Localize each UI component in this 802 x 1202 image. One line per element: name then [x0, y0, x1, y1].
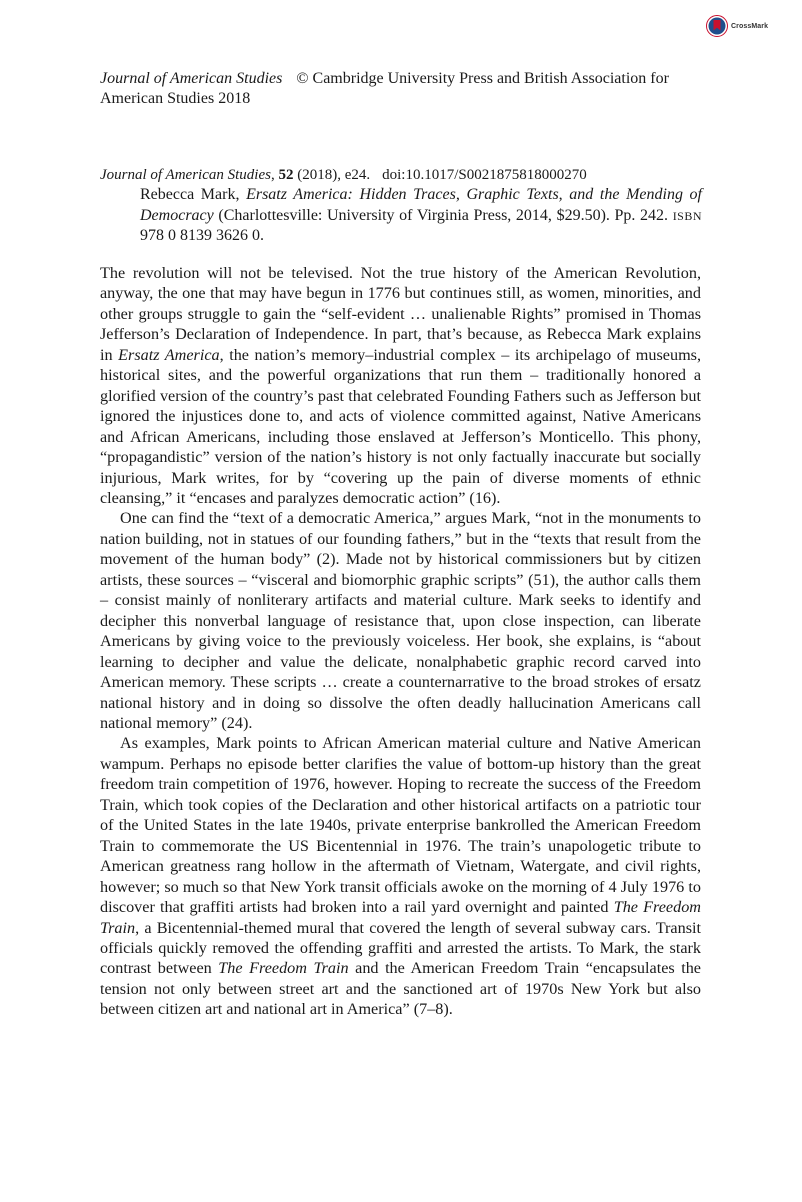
paragraph-3-text-a: As examples, Mark points to African American material culture and Native American wampum. Perhaps no episode better clarifies the value of bottom-up history than the great freedom train competition of 1976, however. Hoping to recreate the success of the Freedom Train, which took copies of the Declaration and other historical artifacts on a patriotic tour of the United States in the late 1940s, private enterprise bankrolled the American Freedom Train to commemorate the US Bicentennial in 1976. The train’s unapologetic tribute to American greatness rang hollow in the aftermath of Vietnam, Watergate, and civil rights, however; so much so that New York transit officials awoke on the morning of 4 July 1976 to discover that graffiti artists had broken into a rail yard overnight and painted [100, 734, 701, 917]
citation-journal-name: Journal of American Studies [100, 167, 271, 183]
isbn-label: ISBN [672, 208, 703, 223]
paragraph-3-mural-title-1: The Freedom Train [100, 898, 701, 937]
paragraph-1-book-title: Ersatz America [118, 345, 220, 364]
crossmark-label: CrossMark [731, 22, 769, 30]
book-isbn: 978 0 8139 3626 0. [140, 227, 264, 244]
paragraph-1-text-b: , the nation’s memory–industrial complex – its archipelago of museums, historical sites, and the powerful organizations that run them – traditionally honored a glorified version of the country’s past that celebrated Founding Fathers such as Jefferson but ignored the injustices done to, and acts of violence committed against, Native Americans and African Americans, including those enslaved at Jefferson’s Monticello. This phony, “propagandistic” version of the nation’s history is not only factually inaccurate but socially injurious, Mark writes, for by “covering up the pain of diverse moments of ethnic cleansing,” it “encases and paralyzes democratic action” (16). [100, 345, 702, 507]
reviewed-book [140, 185, 702, 247]
paragraph-3-text-b: , a Bicentennial-themed mural that covered the length of several subway cars. Transit officials quickly removed the offending graffiti and arrested the artists. To Mark, the stark contrast between [100, 918, 701, 978]
header-copyright: © Cambridge University Press and British Association for American Studies 2018 [100, 70, 669, 107]
header-journal-name: Journal of American Studies [100, 70, 283, 87]
paragraph-2 [100, 508, 701, 733]
review-citation [100, 165, 702, 247]
review-body [100, 263, 701, 1020]
book-publication: (Charlottesville: University of Virginia Press, 2014, $29.50). Pp. 242. [218, 206, 669, 224]
paragraph-2-text: One can find the “text of a democratic America,” argues Mark, “not in the monuments to nation building, not in statues of our founding fathers,” but in the “texts that result from the movement of the human body” (2). Made not by historical commissioners but by citizen artists, these sources – “visceral and biomorphic graphic scripts” (51), the author calls them – consist mainly of nonliterary artifacts and material culture. Mark seeks to identify and decipher this nonverbal language of resistance that, upon close inspection, can liberate Americans by giving voice to the previously voiceless. Her book, she explains, is “about learning to decipher and value the delicate, nonalphabetic graphic record carved into American memory. These scripts … create a counternarrative to the broad strokes of ersatz national history and in doing so dissolve the often deadly hallucination Americans call national memory” (24). [100, 509, 701, 732]
crossmark-icon [706, 15, 728, 37]
paragraph-1-text-a: The revolution will not be televised. Not the true history of the American Revolution, anyway, the one that may have begun in 1776 but continues still, as women, minorities, and other groups struggle to gain the “self-evident … unalienable Rights” promised in Thomas Jefferson’s Declaration of Independence. In part, that’s because, as Rebecca Mark explains in [100, 264, 701, 364]
citation-volume: 52 [278, 167, 294, 183]
book-author: Rebecca Mark, [140, 186, 240, 203]
journal-citation-line: Journal of American Studies, 52 (2018), e24. doi:10.1017/S0021875818000270 [100, 167, 587, 183]
copyright-header [100, 69, 700, 109]
paragraph-3-text-c: and the American Freedom Train “encapsulates the tension not only between street art and the sanctioned art of 1970s New York but also between citizen art and national art in America” (7–8). [100, 959, 701, 1019]
paragraph-3 [100, 733, 701, 1019]
paragraph-3-mural-title-2: The Freedom Train [218, 959, 349, 978]
book-title: Ersatz America: Hidden Traces, Graphic Texts, and the Mending of Democracy [140, 186, 703, 224]
crossmark-badge[interactable] [706, 15, 768, 37]
paragraph-1 [100, 263, 701, 508]
citation-details: (2018), e24. [297, 167, 371, 183]
citation-doi[interactable]: doi:10.1017/S0021875818000270 [382, 167, 587, 183]
